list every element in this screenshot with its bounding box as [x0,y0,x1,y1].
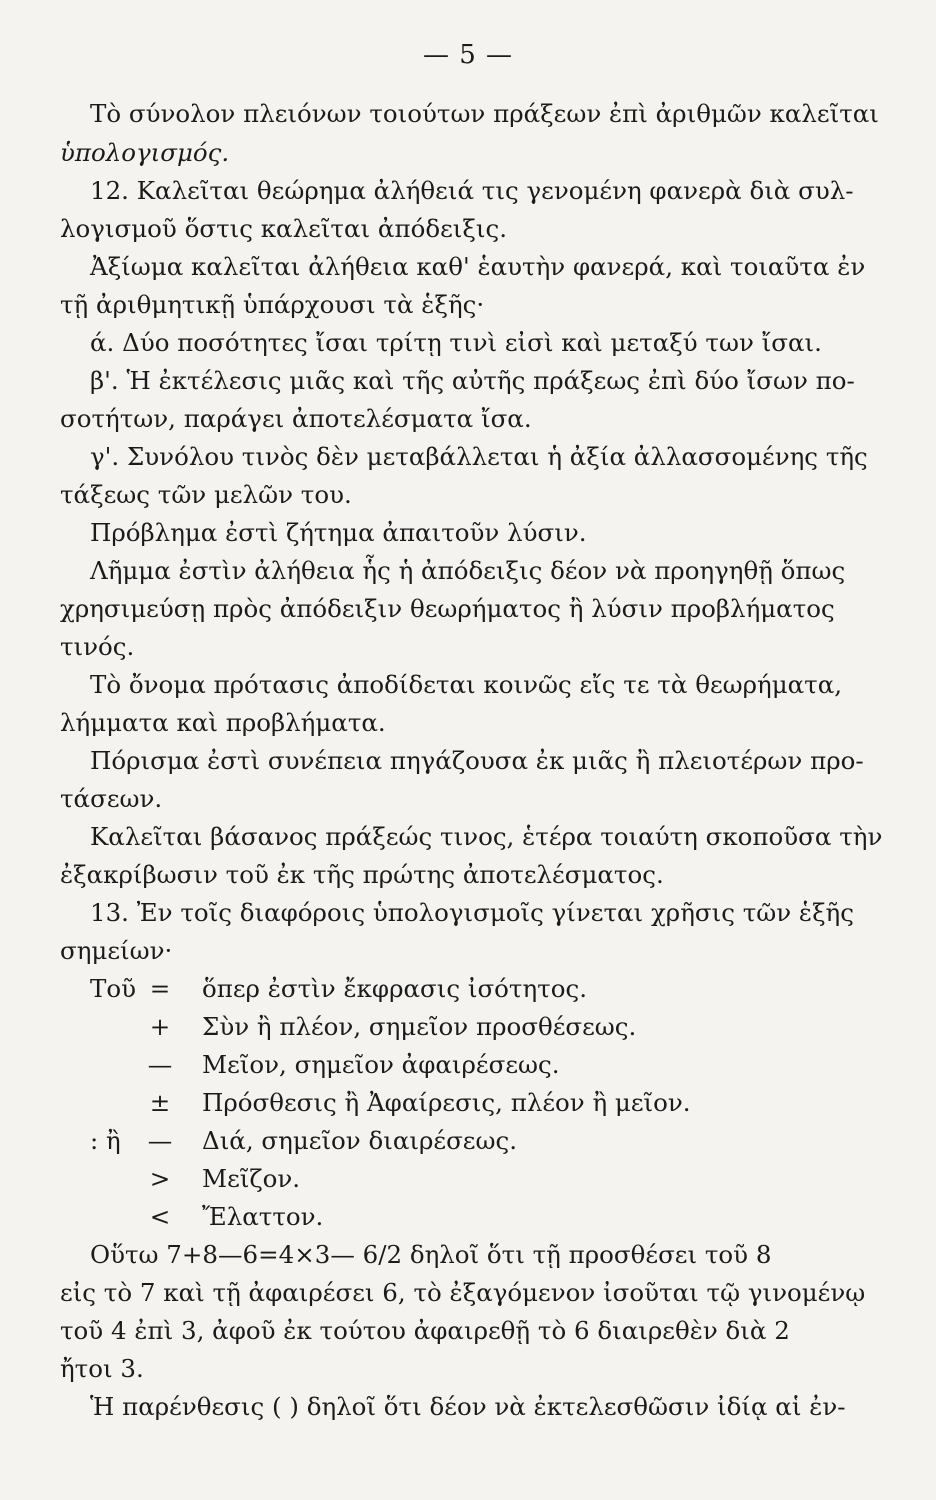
symbol-description: Μεῖζον. [202,1164,301,1193]
text-line: 13. Ἐν τοῖς διαφόροις ὑπολογισμοῖς γίνεται χρῆσις τῶν ἑξῆς [90,898,854,927]
text-line: Οὕτω 7+8—6=4×3— 6/2 δηλοῖ ὅτι τῇ προσθέσει τοῦ 8 [90,1240,772,1269]
text-line: τινός. [60,632,135,661]
symbol-row-minus [90,1049,560,1081]
greater-than-symbol: > [149,1164,171,1193]
symbol-row-less [90,1201,323,1233]
minus-symbol: — [147,1050,173,1079]
text-line: τοῦ 4 ἐπὶ 3, ἀφοῦ ἐκ τούτου ἀφαιρεθῇ τὸ 6 διαιρεθὲν διὰ 2 [60,1316,790,1345]
text-line: Πρόβλημα ἐστὶ ζήτημα ἀπαιτοῦν λύσιν. [90,518,587,547]
symbol-description: Μεῖον, σημεῖον ἀφαιρέσεως. [202,1050,560,1079]
text-line: Πόρισμα ἐστὶ συνέπεια πηγάζουσα ἐκ μιᾶς ἢ πλειοτέρων προ- [90,746,864,775]
text-line: ά. Δύο ποσότητες ἴσαι τρίτῃ τινὶ εἰσὶ καὶ μεταξύ των ἴσαι. [90,328,822,357]
symbol-description: Πρόσθεσις ἢ Ἀφαίρεσις, πλέον ἢ μεῖον. [202,1088,691,1117]
text-line: Λῆμμα ἐστὶν ἀλήθεια ἧς ἡ ἀπόδειξις δέον νὰ προηγηθῇ ὅπως [90,556,846,585]
text-line: ἤτοι 3. [60,1354,144,1383]
symbol-row-division [90,1125,517,1157]
text-line: τῇ ἀριθμητικῇ ὑπάρχουσι τὰ ἑξῆς· [60,290,485,319]
plus-minus-symbol: ± [149,1088,171,1117]
less-than-symbol: < [149,1202,171,1231]
text-line: Καλεῖται βάσανος πράξεώς τινος, ἑτέρα τοιαύτη σκοποῦσα τὴν [90,822,883,851]
text-line: Τὸ σύνολον πλειόνων τοιούτων πράξεων ἐπὶ ἀριθμῶν καλεῖται [90,99,879,128]
text-line: τάσεων. [60,784,163,813]
text-line: ὑπολογισμός. [60,138,230,167]
text-line: β'. Ἡ ἐκτέλεσις μιᾶς καὶ τῆς αὐτῆς πράξεως ἐπὶ δύο ἴσων πο- [90,366,855,395]
symbol-row-greater [90,1163,300,1195]
page-number: — 5 — [422,40,514,70]
plus-symbol: + [149,1012,171,1041]
text-line: γ'. Συνόλου τινὸς δὲν μεταβάλλεται ἡ ἀξία ἀλλασσομένης τῆς [90,442,868,471]
symbol-prefix: : ἢ [90,1126,121,1155]
text-line: Ἡ παρένθεσις ( ) δηλοῖ ὅτι δέον νὰ ἐκτελεσθῶσιν ἰδίᾳ αἱ ἐν- [90,1392,846,1421]
text-line: λήμματα καὶ προβλήματα. [60,708,386,737]
text-line: σημείων· [60,936,173,965]
symbol-prefix: Τοῦ [90,974,136,1003]
symbol-description: Ἔλαττον. [202,1202,324,1231]
text-line: εἰς τὸ 7 καὶ τῇ ἀφαιρέσει 6, τὸ ἐξαγόμενον ἰσοῦται τῷ γινομένῳ [60,1278,866,1307]
text-line: Τὸ ὄνομα πρότασις ἀποδίδεται κοινῶς εἴς τε τὰ θεωρήματα, [90,670,843,699]
symbol-row-plusminus [90,1087,691,1119]
symbol-description: Σὺν ἢ πλέον, σημεῖον προσθέσεως. [202,1012,637,1041]
text-line: λογισμοῦ ὅστις καλεῖται ἀπόδειξις. [60,214,507,243]
text-line: 12. Καλεῖται θεώρημα ἀλήθειά τις γενομένη φανερὰ διὰ συλ- [90,176,854,205]
symbol-row-equals [90,973,587,1005]
text-line: τάξεως τῶν μελῶν του. [60,480,352,509]
division-symbol: — [147,1126,173,1155]
symbol-description: Διά, σημεῖον διαιρέσεως. [202,1126,517,1155]
text-line: Ἀξίωμα καλεῖται ἀλήθεια καθ' ἑαυτὴν φανερά, καὶ τοιαῦτα ἐν [90,252,866,281]
text-line: ἐξακρίβωσιν τοῦ ἐκ τῆς πρώτης ἀποτελέσματος. [60,860,664,889]
text-line: σοτήτων, παράγει ἀποτελέσματα ἴσα. [60,404,532,433]
equals-symbol: = [149,974,171,1003]
symbol-description: ὅπερ ἐστὶν ἔκφρασις ἰσότητος. [202,974,587,1003]
text-line: χρησιμεύσῃ πρὸς ἀπόδειξιν θεωρήματος ἢ λύσιν προβλήματος [60,594,835,623]
symbol-row-plus [90,1011,636,1043]
